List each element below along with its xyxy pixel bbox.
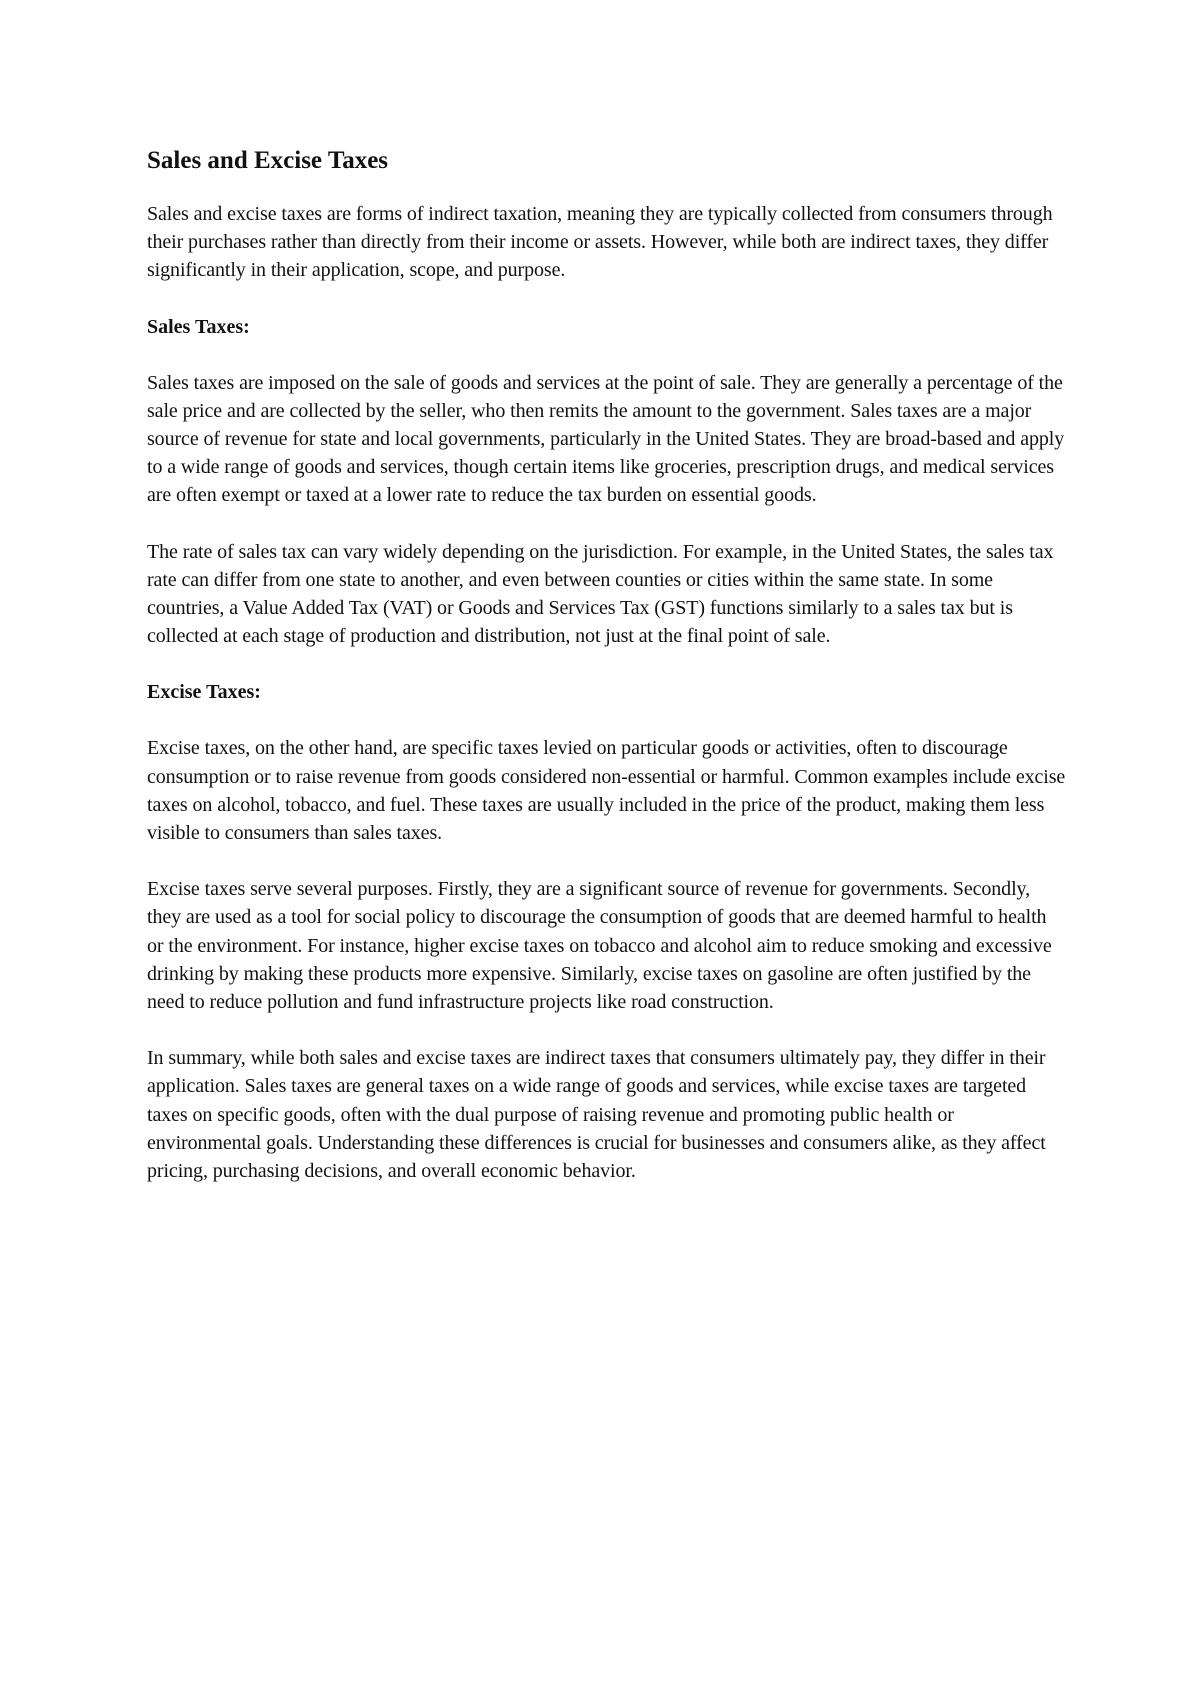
- document-title: Sales and Excise Taxes: [147, 147, 389, 174]
- sales-taxes-paragraph-1: Sales taxes are imposed on the sale of goods and services at the point of sale. They are generally a percentage of the sale price and are collected by the seller, who then remits the amount to the government. Sales taxes are a major source of revenue for state and local governments, particularly in the United States. They are broad-based and apply to a wide range of goods and services, though certain items like groceries, prescription drugs, and medical services are often exempt or taxed at a lower rate to reduce the tax burden on essential goods.: [147, 371, 1065, 507]
- intro-paragraph: Sales and excise taxes are forms of indirect taxation, meaning they are typically collected from consumers through their purchases rather than directly from their income or assets. However, while both are indirect taxes, they differ significantly in their application, scope, and purpose.: [147, 203, 1053, 282]
- excise-taxes-paragraph-2: Excise taxes serve several purposes. Firstly, they are a significant source of revenue for governments. Secondly, they are used as a tool for social policy to discourage the consumption of goods that are deemed harmful to health or the environment. For instance, higher excise taxes on tobacco and alcohol aim to reduce smoking and excessive drinking by making these products more expensive. Similarly, excise taxes on gasoline are often justified by the need to reduce pollution and fund infrastructure projects like road construction.: [147, 878, 1052, 1014]
- excise-taxes-heading: Excise Taxes:: [147, 681, 261, 704]
- sales-taxes-heading: Sales Taxes:: [147, 315, 250, 338]
- sales-taxes-paragraph-2: The rate of sales tax can vary widely depending on the jurisdiction. For example, in the United States, the sales tax rate can differ from one state to another, and even between counties or cities within the same state. In some countries, a Value Added Tax (VAT) or Goods and Services Tax (GST) functions similarly to a sales tax but is collected at each stage of production and distribution, not just at the final point of sale.: [147, 540, 1054, 648]
- document-body: [147, 146, 1067, 1213]
- summary-paragraph: In summary, while both sales and excise taxes are indirect taxes that consumers ultimately pay, they differ in their application. Sales taxes are general taxes on a wide range of goods and services, while excise taxes are targeted taxes on specific goods, often with the dual purpose of raising revenue and promoting public health or environmental goals. Understanding these differences is crucial for businesses and consumers alike, as they affect pricing, purchasing decisions, and overall economic behavior.: [147, 1047, 1046, 1183]
- excise-taxes-paragraph-1: Excise taxes, on the other hand, are specific taxes levied on particular goods or activities, often to discourage consumption or to raise revenue from goods considered non-essential or harmful. Common examples include excise taxes on alcohol, tobacco, and fuel. These taxes are usually included in the price of the product, making them less visible to consumers than sales taxes.: [147, 737, 1066, 845]
